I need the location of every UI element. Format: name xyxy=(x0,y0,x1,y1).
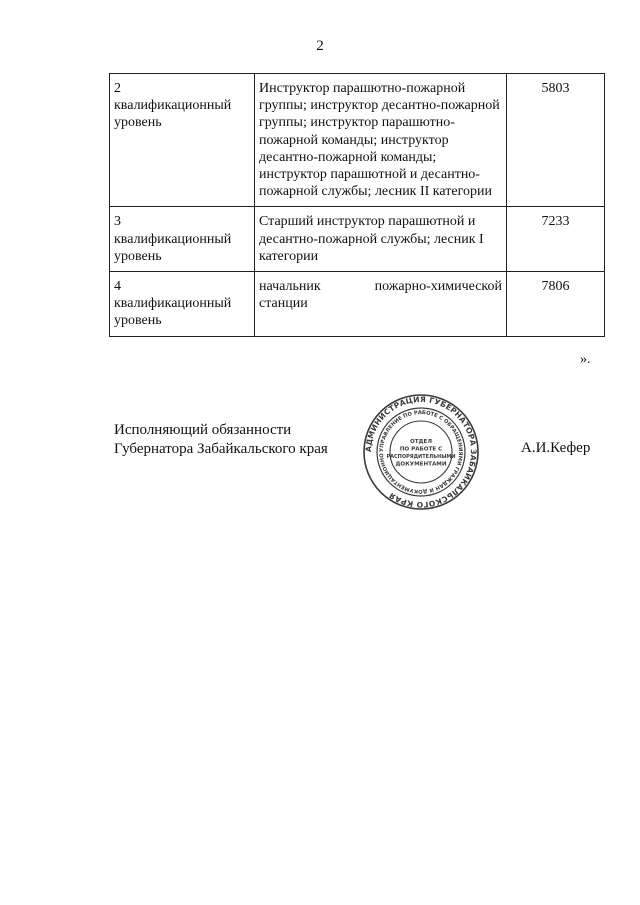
seal-outer-text: АДМИНИСТРАЦИЯ ГУБЕРНАТОРА ЗАБАЙКАЛЬСКОГО КРАЯ xyxy=(363,394,479,510)
page-number: 2 xyxy=(316,38,324,54)
table-row xyxy=(110,207,605,272)
seal-center-line: ПО РАБОТЕ С xyxy=(399,446,443,453)
level-number: 4 xyxy=(114,279,121,295)
level-number: 2 xyxy=(114,81,121,96)
official-seal-stamp xyxy=(361,392,481,512)
positions-cell: Старший инструктор парашютной и десантно-пожарной службы; лесник I категории xyxy=(255,207,507,272)
table-row xyxy=(110,74,605,207)
level-label: квалификационный уровень xyxy=(114,98,232,131)
level-number: 3 xyxy=(114,214,121,230)
qualification-table xyxy=(109,73,605,337)
signatory-title xyxy=(114,421,328,458)
salary-cell: 7806 xyxy=(507,272,605,337)
level-label: квалификационный уровень xyxy=(114,296,232,329)
seal-inner-ring-text: УПРАВЛЕНИЕ ПО РАБОТЕ С ОБРАЩЕНИЯМИ ГРАЖДАН И ДОКУМЕНТАЦИОННО xyxy=(378,409,464,495)
signatory-title-line1: Исполняющий обязанности xyxy=(114,422,292,438)
level-cell xyxy=(110,272,255,337)
seal-center-line: ДОКУМЕНТАМИ xyxy=(395,461,447,468)
signatory-name: А.И.Кефер xyxy=(521,440,591,456)
signatory-title-line2: Губернатора Забайкальского края xyxy=(114,440,328,457)
seal-center-line: РАСПОРЯДИТЕЛЬНЫМИ xyxy=(386,454,456,460)
seal-center-line: ОТДЕЛ xyxy=(409,439,433,445)
salary-cell: 7233 xyxy=(507,207,605,272)
level-cell xyxy=(110,207,255,272)
positions-cell: начальник пожарно-химической станции xyxy=(255,272,507,337)
table-row xyxy=(110,272,605,337)
closing-quote-mark: ». xyxy=(580,352,591,367)
salary-cell: 5803 xyxy=(507,74,605,207)
level-cell xyxy=(110,74,255,207)
level-label: квалификационный уровень xyxy=(114,231,232,264)
positions-cell: Инструктор парашютно-пожарной группы; инструктор десантно-пожарной группы; инструктор парашютно-пожарной команды; инструктор десантно-пожарной команды; инструктор парашютной и десантно-пожарной службы; лесник II категории xyxy=(255,74,507,207)
seal-graphic xyxy=(361,392,481,512)
